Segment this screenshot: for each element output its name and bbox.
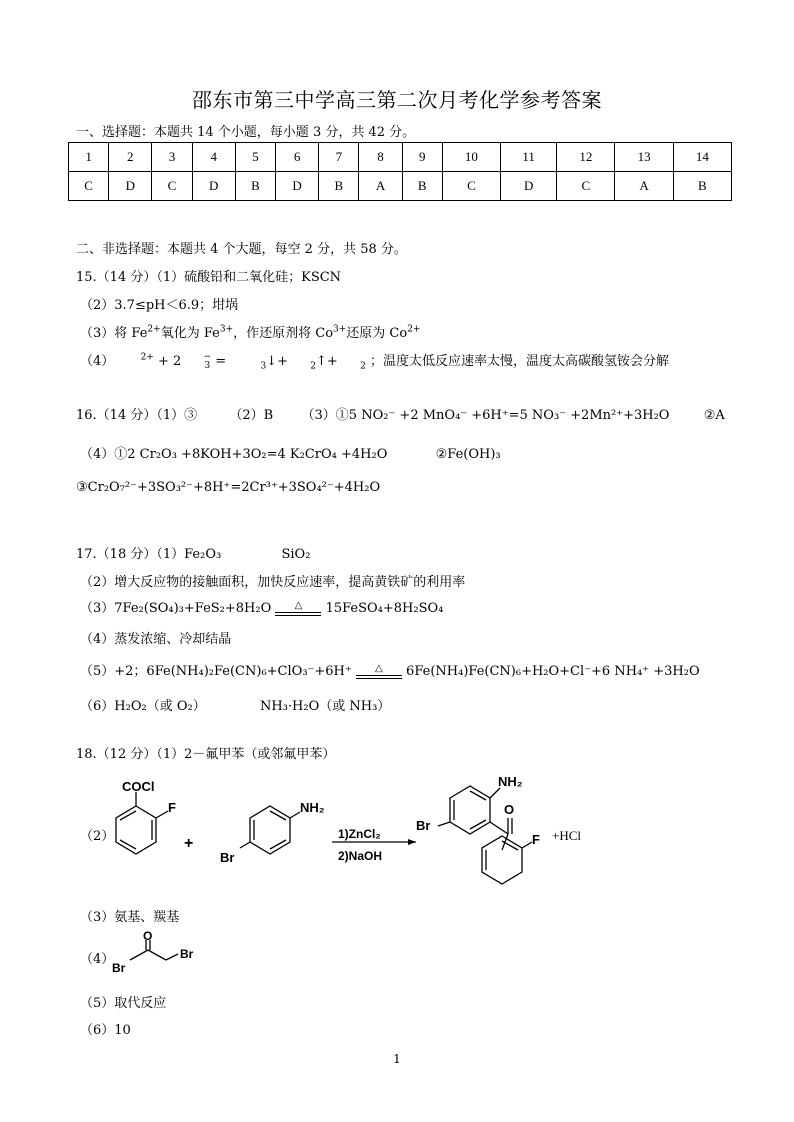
answer-table-number-cell: 6 [276, 143, 319, 172]
answer-table-answer-cell: A [359, 172, 402, 201]
answer-table-number-cell: 9 [402, 143, 442, 172]
q17-part2: （2）增大反应物的接触面积，加快反应速率，提高黄铁矿的利用率 [80, 575, 466, 590]
q17-line1 [76, 543, 310, 562]
q15-eq-sub3: 3 [204, 360, 211, 371]
q16-part3: （3）①5 NO₂⁻ +2 MnO₄⁻ +6H⁺=5 NO₃⁻ +2Mn²⁺+3H₂O [301, 408, 670, 423]
condition-naoh: 2)NaOH [338, 849, 383, 863]
q17-part5 [80, 660, 700, 679]
answer-table-answer-cell: C [69, 172, 109, 201]
answer-table-answer-cell: D [276, 172, 319, 201]
q17-part3-b: 15FeSO₄+8H₂SO₄ [325, 601, 444, 616]
answer-table-number-cell: 1 [69, 143, 109, 172]
benzoyl-chloride-ring [116, 792, 168, 854]
answer-table-number-row [69, 143, 732, 172]
answer-table-number-cell: 12 [557, 143, 615, 172]
product-nh2-label: NH₂ [498, 774, 523, 789]
q15-part4-label: （4） [80, 354, 115, 369]
product-o-label: O [504, 802, 515, 817]
q17-part4: （4）蒸发浓缩、冷却结晶 [80, 632, 232, 647]
q15-eq-precip: ↓+ [266, 354, 288, 369]
q17-line6 [80, 695, 390, 714]
reaction-arrow-head [408, 839, 416, 845]
q18-part3: （3）氨基、羰基 [80, 910, 180, 925]
q15-part3-b: 氧化为 Fe [160, 326, 220, 341]
answer-table-answer-cell: D [109, 172, 152, 201]
q18-heading: 18.（12 分）（1）2－氟甲苯（或邻氟甲苯） [76, 747, 336, 762]
answer-table-number-cell: 7 [319, 143, 359, 172]
answer-table-answer-cell: B [402, 172, 442, 201]
bromoacetyl-o-label: O [143, 929, 153, 943]
q16-part5: ③Cr₂O₇²⁻+3SO₃²⁻+8H⁺=2Cr³⁺+3SO₄²⁻+4H₂O [76, 480, 381, 495]
answer-table-answer-cell: C [557, 172, 615, 201]
q17-part3-heat-condition: △ [275, 601, 321, 616]
product-br-label: Br [416, 818, 431, 833]
q17-part5-b: 6Fe(NH₄)Fe(CN)₆+H₂O+Cl⁻+6 NH₄⁺ +3H₂O [406, 664, 700, 679]
section1-heading: 一、选择题：本题共 14 个小题，每小题 3 分，共 42 分。 [76, 125, 416, 140]
product-structure [438, 786, 532, 884]
q15-eq-sub2b: 2 [360, 361, 366, 372]
bromoacetyl-br2-label: Br [180, 947, 194, 961]
q17-part3-a: （3）7Fe₂(SO₄)₃+FeS₂+8H₂O [80, 601, 272, 616]
bromoacetyl-br1-label: Br [112, 961, 126, 975]
q18-part6: （6）10 [80, 1023, 131, 1038]
answer-table-number-cell: 11 [501, 143, 557, 172]
q16-line1 [76, 404, 725, 423]
answer-table-answer-cell: B [319, 172, 359, 201]
answer-table [68, 142, 732, 201]
answer-table-answer-cell: D [192, 172, 235, 201]
q16-part4: （4）①2 Cr₂O₃ +8KOH+3O₂=4 K₂CrO₄ +4H₂O [80, 447, 388, 462]
q16-line2 [80, 443, 501, 462]
answer-table-number-cell: 10 [442, 143, 500, 172]
page-title: 邵东市第三中学高三第二次月考化学参考答案 [192, 88, 602, 112]
q18-part2-label: （2） [80, 829, 115, 844]
q15-part3-c: ，作还原剂将 Co [233, 326, 334, 341]
q15-part4-tail: ；温度太低反应速率太慢，温度太高碳酸氢铵会分解 [369, 354, 669, 369]
product-f-label: F [532, 832, 540, 847]
q17-part5-heat-condition: △ [356, 664, 402, 679]
answer-table-answer-cell: D [501, 172, 557, 201]
q15-eq-coef: + 2 [157, 354, 182, 369]
section2-heading: 二、非选择题：本题共 4 个大题，每空 2 分，共 58 分。 [76, 242, 407, 257]
q15-eq-gas: ↑+ [315, 354, 338, 369]
q18-reaction-scheme [100, 762, 620, 892]
q15-eq-sub2: 2 [310, 361, 316, 372]
q15-eq-equals: = [215, 354, 227, 369]
plus-sign: + [184, 835, 194, 852]
q15-part3: （3）将 $Fe^{2+}$氧化为 $Fe^{3+}$，作还原剂将 $Co^{3+}$还原为 $Co^{2+}$ [80, 324, 421, 341]
answer-table-number-cell: 4 [192, 143, 235, 172]
bromoaniline-ring [240, 806, 300, 854]
reactant1-cocl-label: COCl [122, 779, 155, 794]
q15-eq-charge: 2+ [140, 352, 154, 363]
q15-heading: 15.（14 分）（1）硫酸铅和二氧化硅；KSCN [76, 270, 342, 285]
q17-part5-a: （5）+2；6Fe(NH₄)₂Fe(CN)₆+ClO₃⁻+6H⁺ [80, 664, 352, 679]
answer-table-number-cell: 14 [673, 143, 731, 172]
answer-table-number-cell: 5 [235, 143, 275, 172]
page-number: 1 [393, 1052, 401, 1066]
hcl-label: +HCl [552, 828, 582, 843]
answer-table-answer-cell: C [442, 172, 500, 201]
q15-part4 [80, 350, 669, 371]
reactant1-f-label: F [168, 800, 176, 815]
q16-heading: 16.（14 分）（1）③ [76, 408, 198, 423]
answer-table-answer-cell: B [673, 172, 731, 201]
q17-part3 [80, 597, 443, 616]
answer-table-number-cell: 13 [615, 143, 673, 172]
answer-table-number-cell: 3 [152, 143, 192, 172]
q17-part6b: NH₃·H₂O（或 NH₃） [259, 699, 391, 714]
q18-part5: （5）取代反应 [80, 996, 167, 1011]
answer-table-answer-cell: C [152, 172, 192, 201]
answer-table-number-cell: 2 [109, 143, 152, 172]
q18-part4-structure [110, 928, 210, 978]
q15-part3-d: 还原为 Co [346, 326, 408, 341]
q15-part2: （2）3.7≤pH＜6.9；坩埚 [80, 298, 239, 313]
q15-part3-a: （3）将 Fe [80, 326, 148, 341]
q16-part4b: ②Fe(OH)₃ [435, 447, 501, 462]
answer-table-number-cell: 8 [359, 143, 402, 172]
answer-table-answer-cell: B [235, 172, 275, 201]
q17-heading: 17.（18 分）（1）Fe₂O₃ [76, 547, 222, 562]
q16-part3b: ②A [703, 408, 725, 423]
reactant2-br-label: Br [220, 850, 235, 865]
answer-table-answer-row [69, 172, 732, 201]
q15-eq-sub3b: 3 [260, 361, 267, 372]
condition-zncl2: 1)ZnCl₂ [338, 827, 381, 841]
answer-table-answer-cell: A [615, 172, 673, 201]
q18-part4-label: （4） [80, 952, 115, 967]
reactant2-nh2-label: NH₂ [300, 800, 325, 815]
q16-part2: （2）B [229, 408, 274, 423]
q17-heading-b: SiO₂ [281, 547, 311, 562]
q17-part6: （6）H₂O₂（或 O₂） [80, 699, 206, 714]
q15-eq-minus: − [203, 351, 212, 362]
